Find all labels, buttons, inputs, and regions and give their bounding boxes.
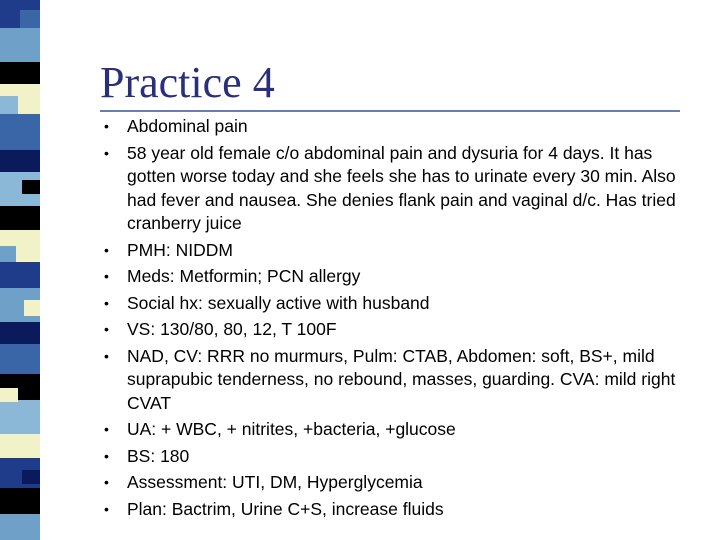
stripe-block <box>22 180 40 194</box>
stripe-block <box>24 300 40 316</box>
bullet-dot: • <box>104 474 109 490</box>
bullet-item <box>100 418 700 442</box>
bullet-item <box>100 445 700 469</box>
bullet-text: Meds: Metformin; PCN allergy <box>127 266 361 286</box>
bullet-text: UA: + WBC, + nitrites, +bacteria, +glucose <box>127 419 456 439</box>
bullet-item <box>100 292 700 316</box>
bullet-item <box>100 115 700 139</box>
bullet-text: NAD, CV: RRR no murmurs, Pulm: CTAB, Abdomen: soft, BS+, mild suprapubic tenderness, no rebound, masses, guarding. CVA: mild right CVAT <box>127 345 676 413</box>
bullet-item <box>100 142 700 236</box>
bullet-dot: • <box>104 447 109 464</box>
stripe-block <box>0 322 40 344</box>
stripe-block <box>0 62 40 84</box>
bullet-item <box>100 239 700 263</box>
stripe-block <box>0 262 40 288</box>
stripe-block <box>0 344 40 374</box>
bullet-dot: • <box>104 268 109 284</box>
bullet-item <box>100 265 700 289</box>
bullet-dot: • <box>104 500 109 517</box>
bullet-text: PMH: NIDDM <box>127 239 233 260</box>
bullet-text: Abdominal pain <box>127 116 248 136</box>
bullet-dot: • <box>104 421 109 437</box>
bullet-text: BS: 180 <box>127 445 190 466</box>
stripe-block <box>0 96 18 114</box>
bullet-list <box>100 115 700 524</box>
bullet-dot: • <box>104 294 109 311</box>
stripe-block <box>0 246 16 262</box>
bullet-text: Social hx: sexually active with husband <box>127 292 430 313</box>
stripe-block <box>0 514 40 540</box>
bullet-text: 58 year old female c/o abdominal pain and dysuria for 4 days. It has gotten worse today and she feels she has to urinate every 30 min. Also had fever and nausea. She denies flank pain and vaginal d/c. Has tried cranberry juice <box>127 142 676 233</box>
stripe-block <box>0 434 40 458</box>
stripe-block <box>0 28 40 62</box>
stripe-block <box>20 10 40 28</box>
bullet-item <box>100 345 700 416</box>
bullet-dot: • <box>104 347 109 364</box>
title-underline <box>100 110 680 112</box>
bullet-dot: • <box>104 144 109 161</box>
bullet-item <box>100 498 700 522</box>
stripe-block <box>22 470 40 484</box>
bullet-item <box>100 318 700 342</box>
bullet-dot: • <box>104 241 109 258</box>
decorative-stripe <box>0 0 40 540</box>
bullet-item <box>100 471 700 495</box>
bullet-text: VS: 130/80, 80, 12, T 100F <box>127 319 337 339</box>
bullet-dot: • <box>104 321 109 337</box>
stripe-block <box>0 388 18 402</box>
stripe-block <box>0 114 40 150</box>
bullet-text: Assessment: UTI, DM, Hyperglycemia <box>127 472 423 492</box>
stripe-block <box>0 488 40 514</box>
stripe-block <box>0 150 40 172</box>
stripe-block <box>0 400 40 434</box>
bullet-text: Plan: Bactrim, Urine C+S, increase fluids <box>127 498 444 519</box>
slide-title: Practice 4 <box>100 58 275 107</box>
stripe-block <box>0 206 40 230</box>
bullet-dot: • <box>104 118 109 134</box>
